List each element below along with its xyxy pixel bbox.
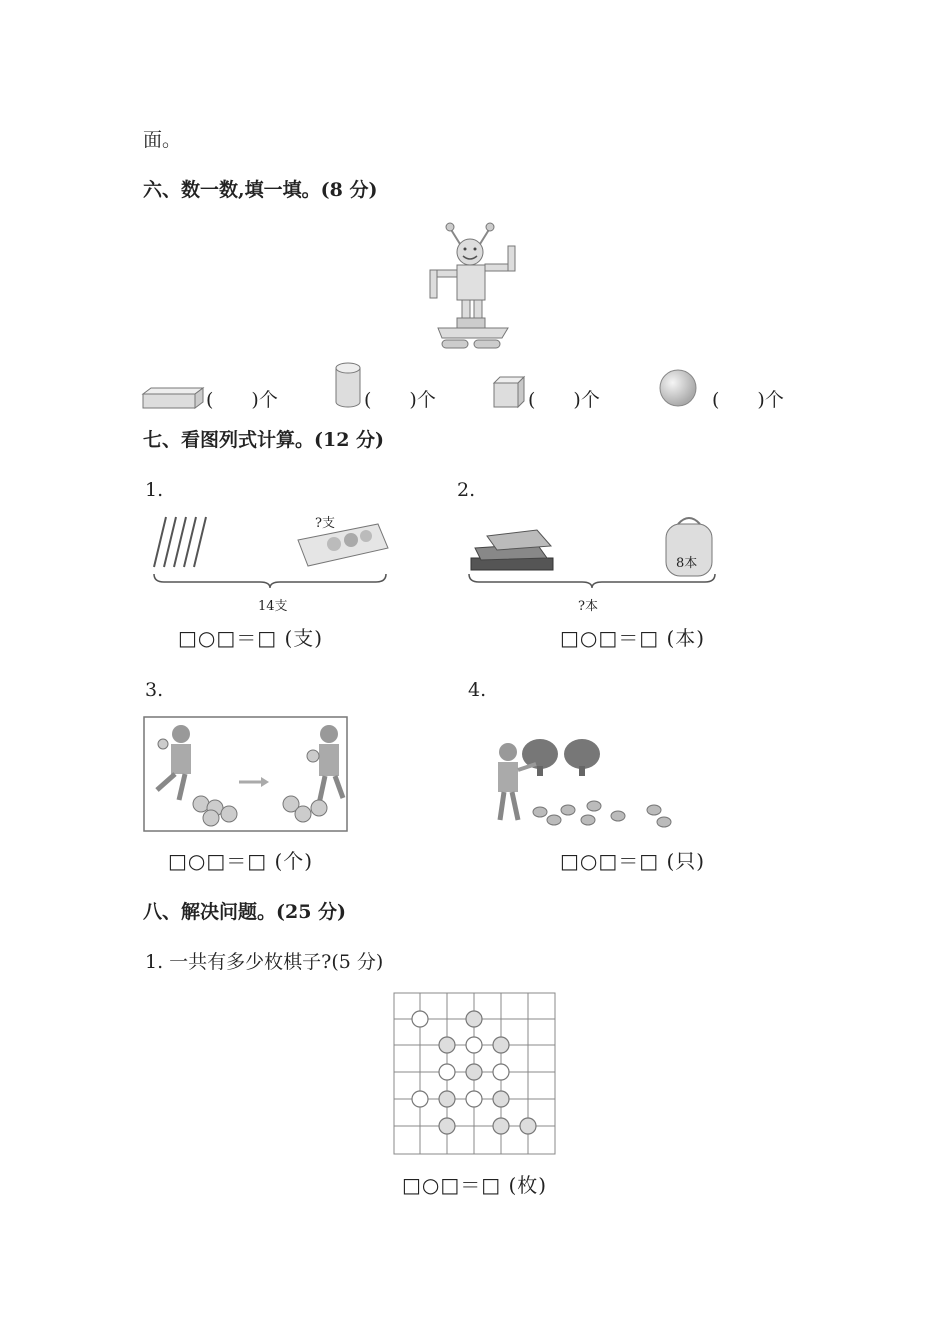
pencils-illustration <box>152 515 214 570</box>
cuboid-icon <box>143 386 205 410</box>
section6-heading: 六、数一数,填一填。(8 分) <box>143 179 378 201</box>
cuboid-count-blank[interactable]: ( )个 <box>206 389 278 411</box>
question-1-equation[interactable]: □○□＝□ (枚) <box>402 1173 548 1197</box>
question-1: 1. 一共有多少枚棋子?(5 分) <box>145 951 384 973</box>
problem-3-number: 3. <box>145 679 164 701</box>
equation-4[interactable]: □○□＝□ (只) <box>560 849 706 873</box>
equation-3[interactable]: □○□＝□ (个) <box>168 849 314 873</box>
cube-count-blank[interactable]: ( )个 <box>528 389 600 411</box>
brace-total-1 <box>152 572 388 590</box>
continued-text: 面。 <box>143 129 182 151</box>
total-label-1: 14支 <box>258 599 288 614</box>
section8-heading: 八、解决问题。(25 分) <box>143 901 347 923</box>
problem-4-number: 4. <box>468 679 487 701</box>
total-label-2: ?本 <box>578 599 598 614</box>
problem-1-number: 1. <box>145 479 164 501</box>
cube-icon <box>492 375 526 409</box>
chess-board-illustration <box>393 992 556 1155</box>
pencil-box-tag: ?支 <box>315 516 335 531</box>
boy-feeding-chicks-illustration <box>488 736 678 832</box>
robot-illustration <box>420 222 520 357</box>
equation-1[interactable]: □○□＝□ (支) <box>178 626 324 650</box>
sphere-icon <box>658 368 698 408</box>
books-illustration <box>467 528 562 576</box>
cylinder-count-blank[interactable]: ( )个 <box>364 389 436 411</box>
problem-2-number: 2. <box>457 479 476 501</box>
section7-heading: 七、看图列式计算。(12 分) <box>143 429 385 451</box>
equation-2[interactable]: □○□＝□ (本) <box>560 626 706 650</box>
sphere-count-blank[interactable]: ( )个 <box>712 389 784 411</box>
brace-total-2 <box>467 572 717 590</box>
boy-taking-balls-illustration <box>143 716 348 832</box>
cylinder-icon <box>334 362 362 408</box>
backpack-tag: 8本 <box>676 556 698 571</box>
pencil-box-illustration <box>296 520 390 570</box>
